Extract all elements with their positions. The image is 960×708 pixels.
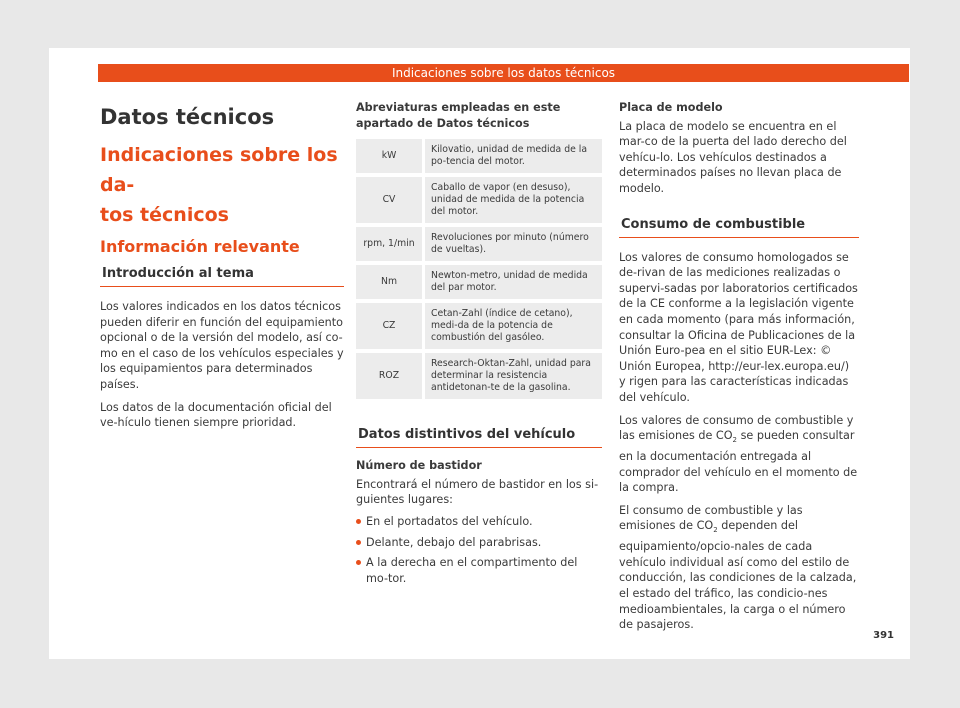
page-header: Indicaciones sobre los datos técnicos (98, 64, 909, 82)
fuel-consumption-heading (619, 217, 859, 238)
model-plate-heading: Placa de modelo (619, 101, 723, 114)
abbreviation-key: kW (356, 139, 424, 175)
section-title (100, 140, 344, 230)
bullet-icon (356, 519, 361, 524)
document-title: Datos técnicos (100, 105, 275, 129)
bullet-icon (356, 540, 361, 545)
topic-heading (100, 266, 344, 287)
vin-heading: Número de bastidor (356, 459, 482, 473)
list-item: Delante, debajo del parabrisas. (356, 535, 602, 551)
table-row (356, 225, 602, 263)
column-2 (356, 100, 602, 586)
bullet-icon (356, 560, 361, 565)
section-title-line-2: tos técnicos (100, 204, 229, 226)
abbreviation-description: Research-Oktan-Zahl, unidad para determinar la resistencia antidetonan-te de la gasolina. (424, 351, 603, 401)
abbreviations-table (356, 139, 602, 403)
table-row (356, 301, 602, 351)
intro-paragraph-2: Los datos de la documentación oficial del ve-hículo tienen siempre prioridad. (100, 400, 332, 430)
fuel-paragraph-1: Los valores de consumo homologados se de-rivan de las mediciones realizadas o supervi-sadas por laboratorios certificados de la CE conforme a la legislación vigente en cada momento (para más información, consultar la Oficina de Publicaciones de la Unión Euro-pea en el sitio EUR-Lex: © Unión Europea, http://eur-lex.europa.eu/) y rigen para las características indicadas del vehículo. (619, 250, 858, 404)
abbreviation-description: Caballo de vapor (en desuso), unidad de medida de la potencia del motor. (424, 175, 603, 225)
abbreviation-description: Newton-metro, unidad de medida del par motor. (424, 263, 603, 301)
column-3 (619, 100, 859, 633)
model-plate-text: La placa de modelo se encuentra en el mar-co de la puerta del lado derecho del vehícu-lo. Los vehículos destinados a determinados países no llevan placa de modelo. (619, 119, 847, 195)
vehicle-data-heading-label: Datos distintivos del vehículo (358, 427, 576, 443)
column-1 (100, 104, 344, 431)
vehicle-data-heading (356, 427, 602, 448)
table-row (356, 351, 602, 401)
intro-paragraph-1: Los valores indicados en los datos técnicos pueden diferir en función del equipamiento opcional o de la versión del modelo, así co-mo en el caso de los vehículos especiales y los equipamientos para determinados países. (100, 300, 344, 391)
abbreviation-description: Revoluciones por minuto (número de vueltas). (424, 225, 603, 263)
abbreviation-description: Cetan-Zahl (índice de cetano), medi-da de la potencia de combustión del gasóleo. (424, 301, 603, 351)
table-row (356, 263, 602, 301)
list-item: En el portadatos del vehículo. (356, 514, 602, 530)
topic-heading-label: Introducción al tema (102, 266, 254, 281)
fuel-consumption-heading-label: Consumo de combustible (621, 216, 806, 232)
page-number: 391 (873, 630, 894, 641)
abbreviation-key: CV (356, 175, 424, 225)
abbreviations-heading: Abreviaturas empleadas en este apartado de Datos técnicos (356, 101, 561, 130)
table-row (356, 139, 602, 175)
abbreviation-description: Kilovatio, unidad de medida de la po-tencia del motor. (424, 139, 603, 175)
section-title-line-1: Indicaciones sobre los da- (100, 144, 338, 196)
abbreviation-key: rpm, 1/min (356, 225, 424, 263)
vin-locations-list (356, 514, 602, 586)
page (49, 48, 910, 659)
fuel-paragraph-3: El consumo de combustible y las emisiones de $CO_2$ dependen del equipamiento/opcio-nales de cada vehículo individual así como del estilo de conducción, las condiciones de la calzada, el estado del tráfico, las condicio-nes medioambientales, la carga o el número de pasajeros. (619, 503, 857, 632)
abbreviation-key: Nm (356, 263, 424, 301)
fuel-paragraph-2: Los valores de consumo de combustible y las emisiones de $CO_2$ se pueden consultar en la documentación entregada al comprador del vehículo en el momento de la compra. (619, 413, 858, 495)
table-row (356, 175, 602, 225)
list-item: A la derecha en el compartimento del mo-tor. (356, 555, 602, 586)
subsection-title: Información relevante (100, 237, 300, 256)
abbreviation-key: ROZ (356, 351, 424, 401)
abbreviation-key: CZ (356, 301, 424, 351)
vin-text: Encontrará el número de bastidor en los si-guientes lugares: (356, 477, 599, 507)
